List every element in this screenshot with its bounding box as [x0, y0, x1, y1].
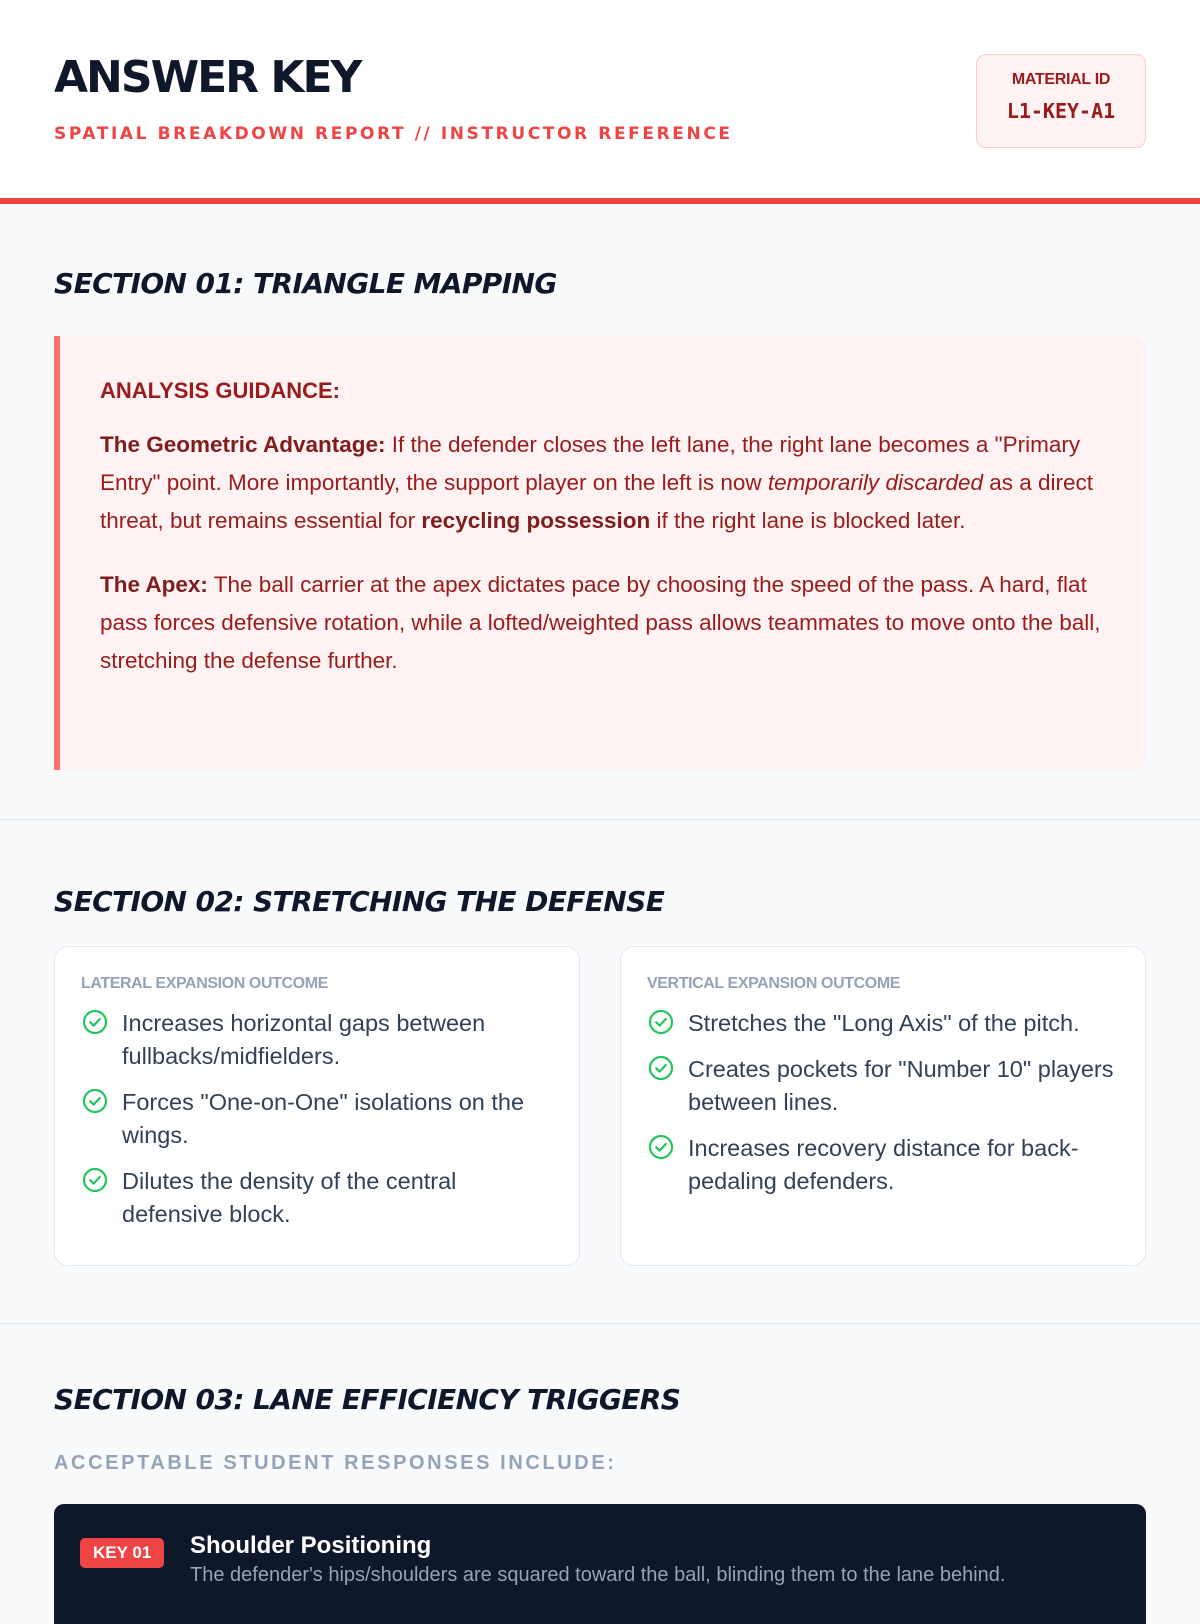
page-subtitle: SPATIAL BREAKDOWN REPORT // INSTRUCTOR REFERENCE: [54, 124, 733, 144]
material-id-value: L1-KEY-A1: [1006, 99, 1116, 123]
page-title: ANSWER KEY: [54, 52, 361, 103]
section-triangle-mapping: [0, 204, 1200, 820]
vertical-outcome-card: [620, 946, 1146, 1266]
key-badge: KEY 01: [80, 1538, 164, 1568]
guidance-text: as a direct threat, but remains essential for: [100, 470, 1094, 533]
guidance-paragraph: [100, 426, 1106, 540]
list-item-text: Increases recovery distance for back-pedaling defenders.: [688, 1135, 1079, 1194]
answer-key-card: [54, 1504, 1146, 1624]
guidance-text: If the defender closes the left lane, the right lane becomes a "Primary Entry" point. More importantly, the support player on the left is now: [100, 432, 1081, 495]
analysis-guidance-box: [54, 336, 1146, 770]
check-circle-icon: [81, 1008, 109, 1036]
report-header: [0, 0, 1200, 204]
outcome-list: [81, 1007, 553, 1231]
guidance-text: if the right lane is blocked later.: [650, 508, 966, 533]
list-item-text: Dilutes the density of the central defensive block.: [122, 1168, 457, 1227]
list-item-text: Increases horizontal gaps between fullbacks/midfielders.: [122, 1010, 486, 1069]
guidance-text: The ball carrier at the apex dictates pace by choosing the speed of the pass. A hard, flat pass forces defensive rotation, while a lofted/weighted pass allows teammates to move onto the ball, stretching the defense further.: [100, 572, 1101, 673]
section-lane-efficiency: [0, 1324, 1200, 1600]
section-title: SECTION 01: TRIANGLE MAPPING: [54, 267, 557, 300]
material-id-label: MATERIAL ID: [1011, 71, 1111, 88]
card-label: VERTICAL EXPANSION OUTCOME: [647, 975, 901, 992]
lateral-outcome-card: [54, 946, 580, 1266]
card-label: LATERAL EXPANSION OUTCOME: [81, 975, 328, 992]
outcome-list: [647, 1007, 1119, 1198]
guidance-emphasis: temporarily discarded: [767, 470, 983, 495]
guidance-paragraph: [100, 566, 1106, 680]
material-id-badge: [976, 54, 1146, 148]
list-item: [647, 1132, 1119, 1198]
list-item-text: Forces "One-on-One" isolations on the wings.: [122, 1089, 525, 1148]
section-title: SECTION 02: STRETCHING THE DEFENSE: [54, 885, 665, 918]
check-circle-icon: [647, 1054, 675, 1082]
list-item: [81, 1086, 553, 1152]
list-item-text: Stretches the "Long Axis" of the pitch.: [688, 1010, 1080, 1036]
key-description: The defender's hips/shoulders are squared toward the ball, blinding them to the lane behind.: [190, 1564, 1006, 1586]
check-circle-icon: [81, 1166, 109, 1194]
section-subtitle: ACCEPTABLE STUDENT RESPONSES INCLUDE:: [54, 1452, 617, 1474]
guidance-lead: The Geometric Advantage:: [100, 432, 386, 457]
guidance-strong: recycling possession: [421, 508, 651, 533]
list-item-text: Creates pockets for "Number 10" players between lines.: [688, 1056, 1114, 1115]
list-item: [647, 1053, 1119, 1119]
list-item: [81, 1165, 553, 1231]
check-circle-icon: [647, 1133, 675, 1161]
check-circle-icon: [81, 1087, 109, 1115]
list-item: [81, 1007, 553, 1073]
check-circle-icon: [647, 1008, 675, 1036]
list-item: [647, 1007, 1119, 1040]
guidance-lead: The Apex:: [100, 572, 208, 597]
section-stretching-defense: [0, 820, 1200, 1324]
section-title: SECTION 03: LANE EFFICIENCY TRIGGERS: [54, 1383, 681, 1416]
key-title: Shoulder Positioning: [190, 1532, 432, 1559]
guidance-heading: ANALYSIS GUIDANCE:: [100, 378, 340, 403]
